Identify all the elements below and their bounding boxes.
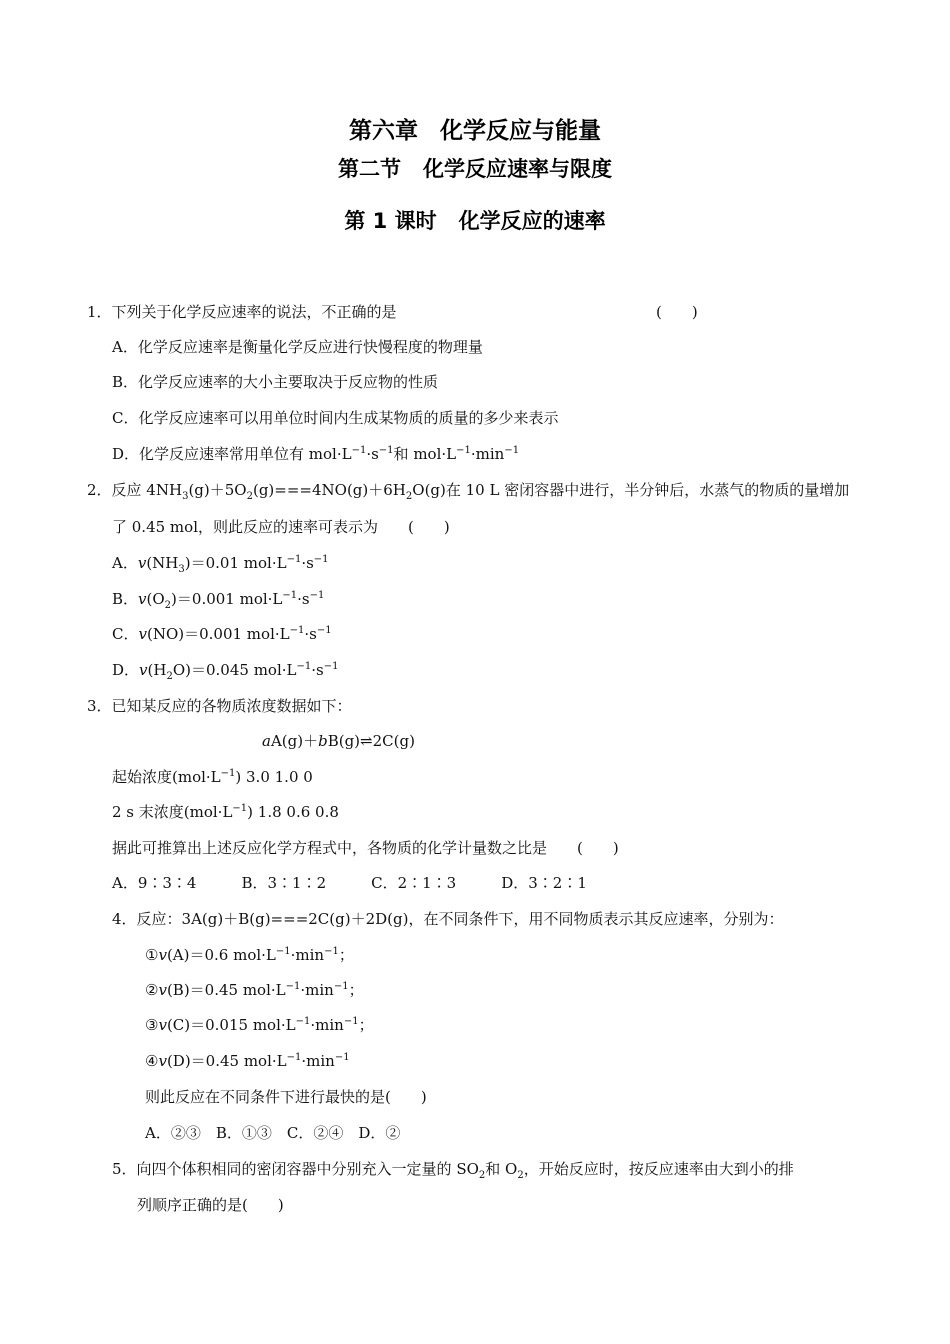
q3-final-concentration: 2 s 末浓度$(mol\cdot L^{-1})$ 1.8 0.6 0.8 [112, 803, 339, 821]
q4-options: A．②③ B．①③ C．②④ D．② [145, 1124, 401, 1142]
q4-stem: 4．反应：3A(g)＋B(g)===2C(g)＋2D(g)，在不同条件下，用不同物质表示其反应速率，分别为： [112, 910, 784, 928]
q1-answer-paren: ( ) [656, 303, 698, 321]
lesson-name: 化学反应的速率 [458, 209, 606, 233]
q1-option-d: D．化学反应速率常用单位有 $mol\cdot L^{-1}\cdot s^{-1}$和 $mol\cdot L^{-1}\cdot\min^{-1}$ [112, 445, 520, 463]
q4-item-1: ①v(A)＝0.6 $mol\cdot L^{-1}\cdot\min^{-1}$； [145, 946, 354, 964]
q2-option-d: D．$v(H_2O)=0.045$ $mol\cdot L^{-1}\cdot s^{-1}$ [112, 661, 339, 682]
q3-options: A．9∶3∶4 B．3∶1∶2 C．2∶1∶3 D．3∶2∶1 [112, 874, 587, 892]
chapter-name: 化学反应与能量 [440, 118, 601, 144]
lesson-number: 第 1 课时 [344, 209, 437, 233]
q4-question: 则此反应在不同条件下进行最快的是( ) [145, 1088, 427, 1106]
q2-stem-line2: 了 0.45 mol，则此反应的速率可表示为 ( ) [112, 518, 450, 536]
q2-option-b: B．$v(O_2)=0.001$ $mol\cdot L^{-1}\cdot s^{-1}$ [112, 590, 325, 611]
q1-option-c: C．化学反应速率可以用单位时间内生成某物质的质量的多少来表示 [112, 409, 559, 427]
q4-item-2: ②v(B)＝0.45 $mol\cdot L^{-1}\cdot\min^{-1}$； [145, 981, 364, 999]
q4-item-4: ④v(D)＝0.45 $mol\cdot L^{-1}\cdot\min^{-1}$ [145, 1052, 350, 1070]
q2-stem: 2．反应 $4NH_3(g)+5O_2(g)===4NO(g)+6H_2O(g)$在 10 L 密闭容器中进行，半分钟后，水蒸气的物质的量增加 [87, 481, 850, 502]
chapter-number: 第六章 [349, 118, 418, 144]
q3-stem: 3．已知某反应的各物质浓度数据如下： [87, 697, 352, 715]
q3-equation: aA(g)＋bB(g)⇌2C(g) [262, 732, 415, 750]
q2-option-a: A．$v(NH_3)=0.01$ $mol\cdot L^{-1}\cdot s^{-1}$ [112, 554, 329, 575]
q1-option-b: B．化学反应速率的大小主要取决于反应物的性质 [112, 373, 439, 391]
q5-stem: 5．向四个体积相同的密闭容器中分别充入一定量的 $SO_2$和 $O_2$，开始反应时，按反应速率由大到小的排 [112, 1160, 794, 1181]
q4-item-3: ③v(C)＝0.015 $mol\cdot L^{-1}\cdot\min^{-1}$； [145, 1016, 374, 1034]
equilibrium-arrow-icon: ⇌ [360, 732, 373, 750]
q1-stem: 1．下列关于化学反应速率的说法，不正确的是 [87, 303, 397, 321]
section-number: 第二节 [338, 157, 401, 181]
q5-stem-line2: 列顺序正确的是( ) [137, 1196, 284, 1214]
q3-initial-concentration: 起始浓度$(mol\cdot L^{-1})$ 3.0 1.0 0 [112, 768, 313, 786]
section-name: 化学反应速率与限度 [423, 157, 612, 181]
section-title [0, 153, 950, 183]
q3-question: 据此可推算出上述反应化学方程式中，各物质的化学计量数之比是 ( ) [112, 839, 619, 857]
q1-option-a: A．化学反应速率是衡量化学反应进行快慢程度的物理量 [112, 338, 483, 356]
lesson-title [0, 205, 950, 235]
q2-option-c: C．v(NO)＝0.001 $mol\cdot L^{-1}\cdot s^{-1}$ [112, 625, 332, 643]
chapter-title [0, 112, 950, 145]
